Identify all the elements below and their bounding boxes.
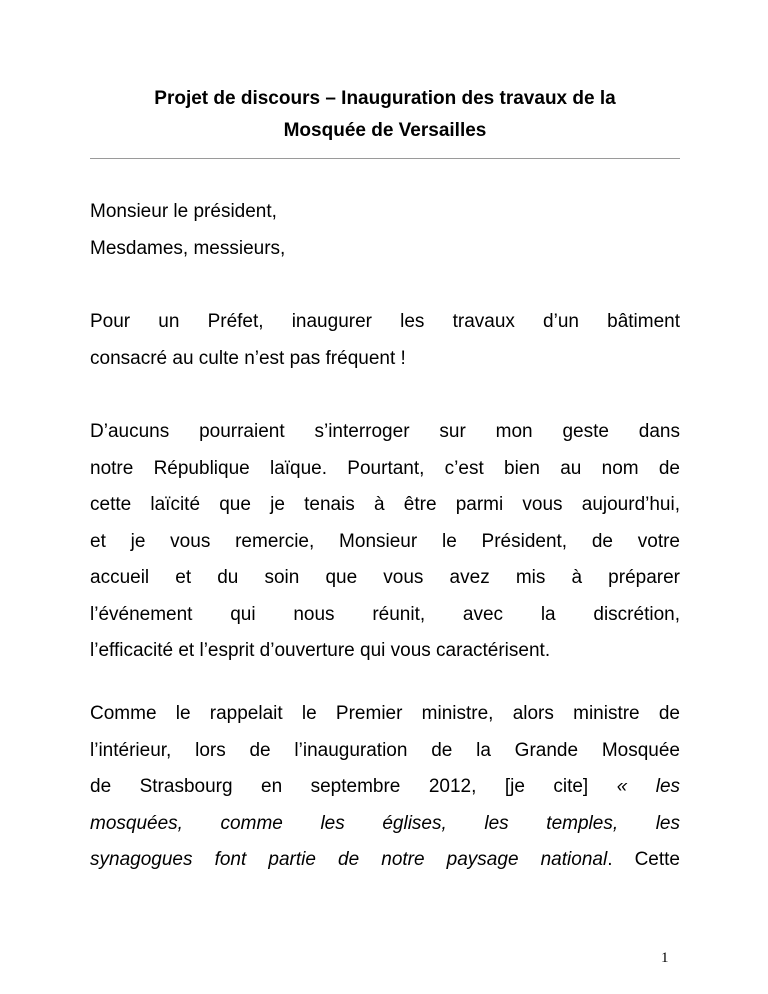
title-divider xyxy=(90,158,680,159)
paragraph-line: cette laïcité que je tenais à être parmi vous aujourd’hui, xyxy=(90,494,680,515)
document-title-line-2: Mosquée de Versailles xyxy=(283,120,487,141)
paragraph-2 xyxy=(90,414,680,670)
paragraph-line: et je vous remercie, Monsieur le Président, de votre xyxy=(90,530,680,552)
salutation-line: Monsieur le président, xyxy=(90,201,277,222)
plain-text: . Cette xyxy=(607,849,680,870)
page-number: 1 xyxy=(661,950,669,966)
paragraph-line: accueil et du soin que vous avez mis à préparer xyxy=(90,567,680,588)
quote-text: « les xyxy=(616,776,680,797)
paragraph-line: D’aucuns pourraient s’interroger sur mon geste dans xyxy=(90,421,680,442)
quote-text: synagogues font partie de notre paysage national xyxy=(90,849,608,870)
salutation xyxy=(90,194,680,267)
paragraph-line: l’événement qui nous réunit, avec la discrétion, xyxy=(90,603,680,625)
quote-text: mosquées, comme les églises, les temples, les xyxy=(90,812,680,834)
paragraph-line: notre République laïque. Pourtant, c’est bien au nom de xyxy=(90,457,680,479)
paragraph-line: Pour un Préfet, inaugurer les travaux d’un bâtiment xyxy=(90,311,680,332)
paragraph-line xyxy=(90,842,680,879)
paragraph-line xyxy=(90,806,680,843)
paragraph-line: l’intérieur, lors de l’inauguration de la Grande Mosquée xyxy=(90,739,680,761)
plain-text: de Strasbourg en septembre 2012, [je cite] xyxy=(90,776,589,797)
paragraph-line xyxy=(90,769,680,806)
salutation-line: Mesdames, messieurs, xyxy=(90,237,286,259)
document-title-line-1: Projet de discours – Inauguration des travaux de la xyxy=(154,88,616,109)
paragraph-line: l’efficacité et l’esprit d’ouverture qui vous caractérisent. xyxy=(90,640,551,661)
paragraph-3 xyxy=(90,696,680,879)
paragraph-line: Comme le rappelait le Premier ministre, alors ministre de xyxy=(90,703,680,724)
paragraph-1 xyxy=(90,304,680,377)
paragraph-line: consacré au culte n’est pas fréquent ! xyxy=(90,347,406,369)
